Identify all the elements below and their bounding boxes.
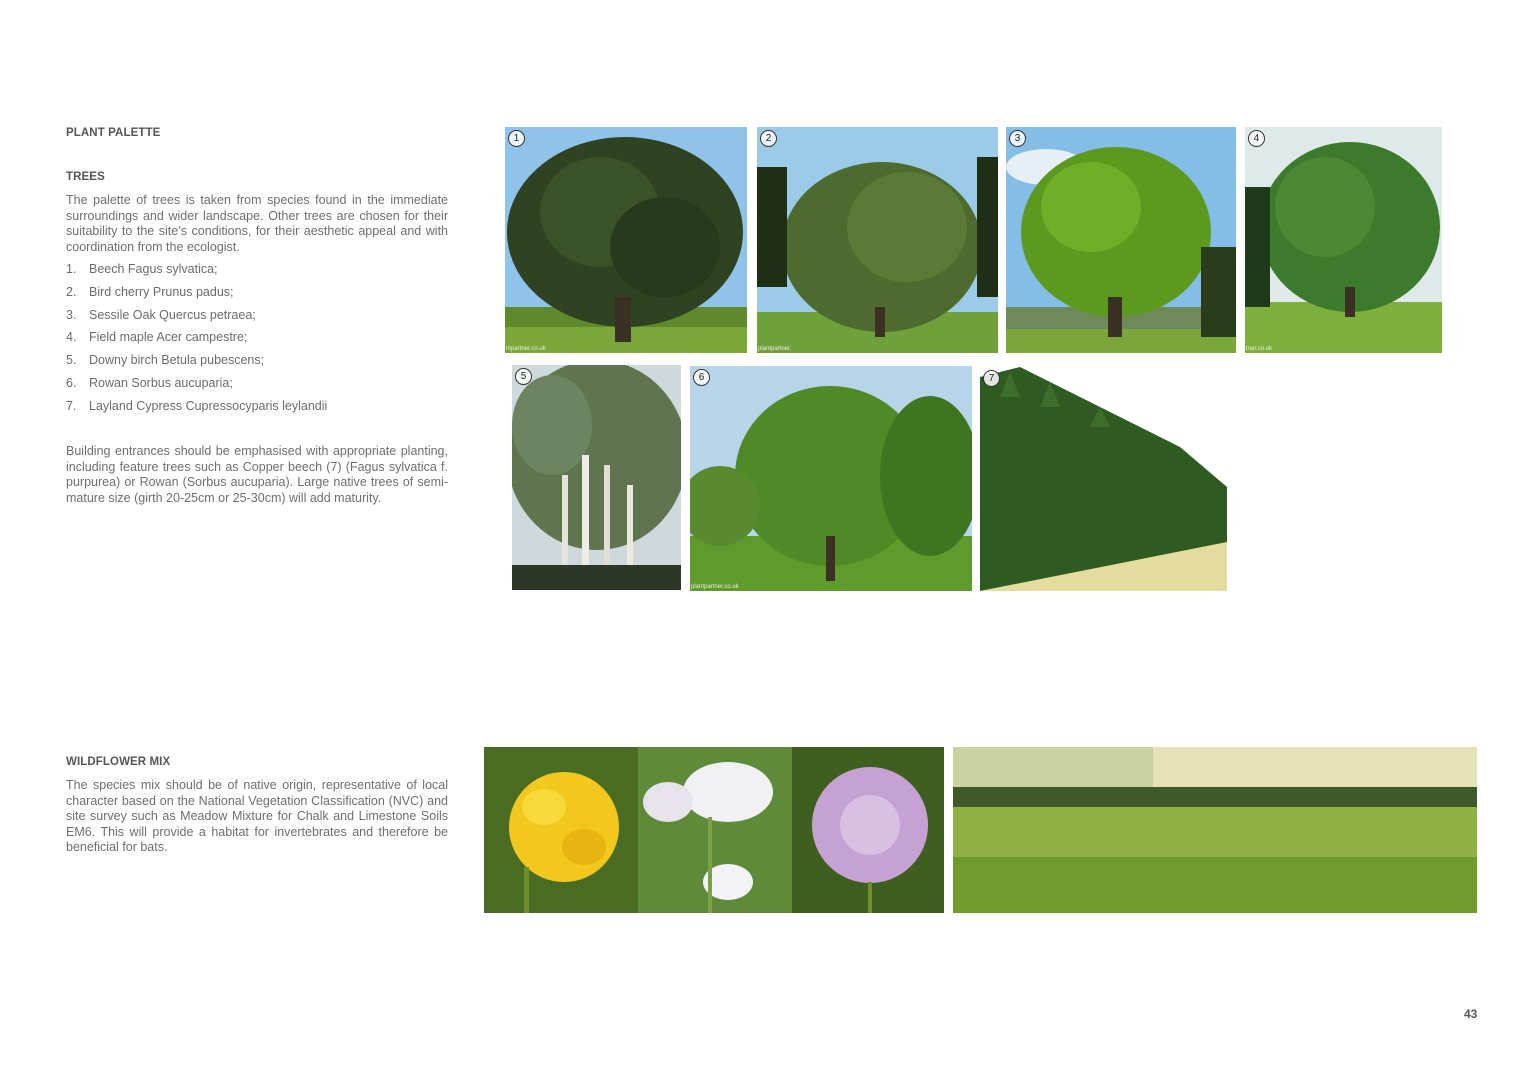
valerian-photo [638,747,792,913]
beech-tree-photo [505,127,747,353]
list-item: 5. Downy birch Betula pubescens; [66,353,265,368]
list-item: 7. Layland Cypress Cupressocyparis leylandii [66,398,328,413]
wildflower-heading: WILDFLOWER MIX [66,756,171,768]
trees-intro: The palette of trees is taken from species found in the immediate surroundings and wider landscape. Other trees are chosen for their suitability to the site’s conditions, for their aesthetic appeal and with coordination from the ecologist. [66,193,448,254]
watermark-text: ntpartner.co.uk [506,346,546,352]
number-badge: 6 [693,369,710,386]
sessile-oak-photo [1006,127,1236,353]
number-badge: 1 [508,130,525,147]
downy-birch-photo [512,365,681,590]
trees-heading: TREES [66,171,105,183]
list-item: 2. Bird cherry Prunus padus; [66,284,234,299]
number-badge: 2 [760,130,777,147]
wildflower-text: The species mix should be of native origin, representative of local character based on the National Vegetation Classification (NVC) and site survey such as Meadow Mixture for Chalk and Limestone Soils EM6. This will provide a habitat for invertebrates and therefore be beneficial for bats. [66,778,448,854]
rowan-photo [690,366,972,591]
page-number: 43 [1464,1007,1478,1021]
number-badge: 4 [1248,130,1265,147]
kidney-vetch-photo [484,747,638,913]
scabious-photo [792,747,944,913]
field-maple-photo [1245,127,1442,353]
list-item: 1. Beech Fagus sylvatica; [66,262,218,276]
trees-note: Building entrances should be emphasised with appropriate planting, including feature trees such as Copper beech (7) (Fagus sylvatica f. purpurea) or Rowan (Sorbus aucuparia). Large native trees of semi-mature size (girth 20-25cm or 25-30cm) will add maturity. [66,444,448,505]
watermark-text: plantpartner.co.uk [691,584,739,590]
tree-list [66,262,327,422]
watermark-text: plantpartner. [758,346,792,352]
number-badge: 5 [515,368,532,385]
bird-cherry-photo [757,127,998,353]
watermark-text: tner.co.uk [1246,346,1273,352]
list-item: 4. Field maple Acer campestre; [66,330,248,345]
list-item: 3. Sessile Oak Quercus petraea; [66,307,256,322]
list-item: 6. Rowan Sorbus aucuparia; [66,375,233,390]
leyland-cypress-photo [980,367,1227,591]
number-badge: 3 [1009,130,1026,147]
number-badge: 7 [983,370,1000,387]
meadow-photo [953,747,1477,913]
page-title: PLANT PALETTE [66,127,161,139]
